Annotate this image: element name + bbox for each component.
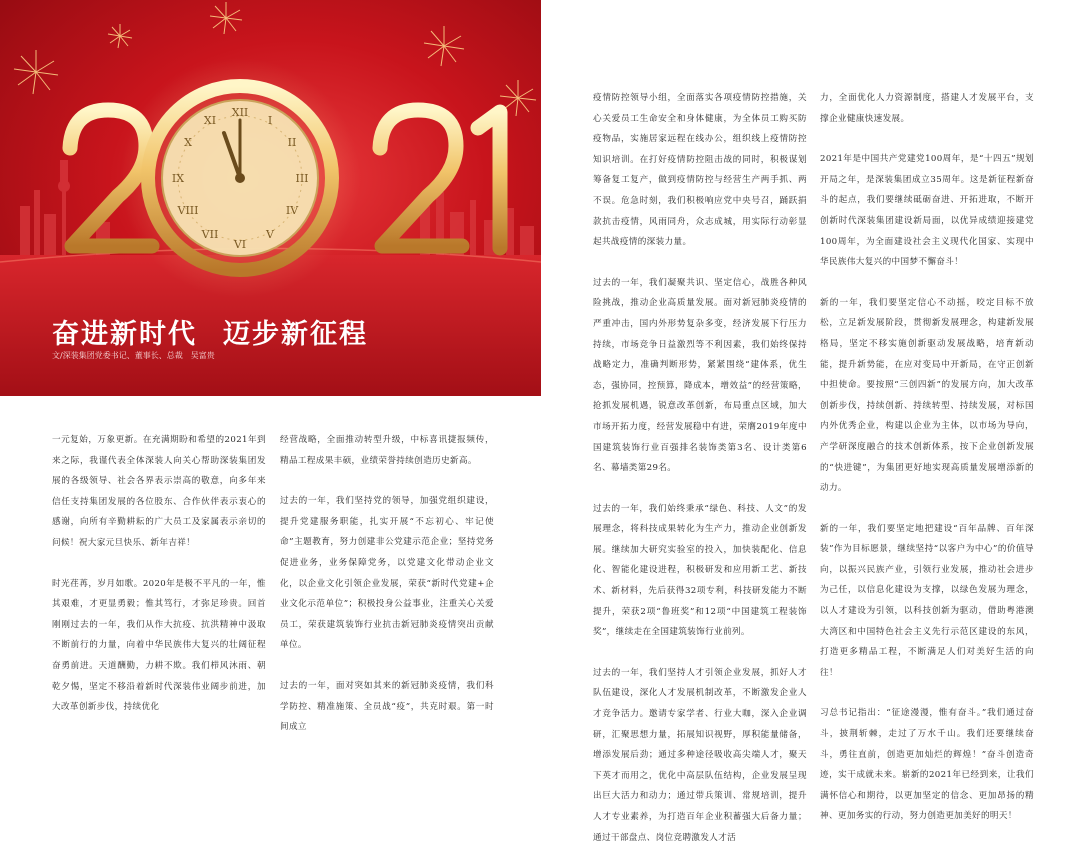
paragraph: 2021年是中国共产党建党100周年，是“十四五”规划开局之年，是深装集团成立35周年。这是新征程新奋斗的起点，我们要继续砥砺奋进、开拓进取，不断开创新时代深装集团建设新局面，以优异成绩迎接建党100周年，为全面建设社会主义现代化国家、实现中华民族伟大复兴的中国梦不懈奋斗！ bbox=[820, 154, 1034, 268]
paragraph: 习总书记指出：“征途漫漫，惟有奋斗。”我们通过奋斗，披荆斩棘，走过了万水千山。我们还要继续奋斗，勇往直前，创造更加灿烂的辉煌！”奋斗创造奇迹，实干成就未来。崭新的2021年已经到来，让我们满怀信心和期待，以更加坚定的信念、更加昂扬的精神、更加务实的行动，努力创造更加美好的明天！ bbox=[820, 708, 1034, 822]
paragraph: 力，全面优化人力资源制度，搭建人才发展平台，支撑企业健康快速发展。 bbox=[820, 93, 1034, 124]
svg-text:IV: IV bbox=[285, 204, 299, 217]
paragraph: 过去的一年，面对突如其来的新冠肺炎疫情，我们科学防控、精准施策、全员战“疫”，共克时艰。第一时间成立 bbox=[280, 680, 494, 733]
paragraph: 过去的一年，我们坚持党的领导，加强党组织建设，提升党建服务职能，扎实开展“不忘初心、牢记使命”主题教育，努力创建非公党建示范企业；坚持党务促进业务，业务保障党务，以党建文化带动企业文化，以企业文化引领企业发展，荣获“新时代党建+企业文化示范单位”；积极投身公益事业，注重关心关爱员工，荣获建筑装饰行业抗击新冠肺炎疫情突出贡献单位。 bbox=[280, 496, 494, 651]
svg-text:V: V bbox=[266, 228, 274, 241]
svg-text:VI: VI bbox=[233, 238, 247, 251]
text-column-4 bbox=[820, 88, 1034, 847]
paragraph: 时光荏苒，岁月如歌。2020年是极不平凡的一年，惟其艰难，才更显勇毅；惟其笃行，才弥足珍贵。回首刚刚过去的一年，我们从作大抗疫、抗洪精神中汲取不断前行的力量，向着中华民族伟大复兴的壮阔征程奋勇前进。天道酬勤，力耕不欺。我们栉风沐雨、朝乾夕惕，坚定不移沿着新时代深装伟业阔步前进，加大改革创新步伐，持续优化 bbox=[52, 578, 266, 713]
svg-text:I: I bbox=[267, 114, 273, 127]
paragraph: 新的一年，我们要坚定地把建设“百年品牌、百年深装”作为目标愿景，继续坚持“以客户为中心”的价值导向，以振兴民族产业，引领行业发展，推动社会进步为己任，以信息化建设为支撑，以绿色发展为理念，以人才建设为引领，以科技创新为驱动，借助粤港澳大湾区和中国特色社会主义先行示范区建设的东风，打造更多精品工程，不断满足人们对美好生活的向往！ bbox=[820, 523, 1034, 678]
hero-banner bbox=[0, 0, 541, 396]
svg-text:XI: XI bbox=[203, 114, 217, 127]
svg-text:IX: IX bbox=[171, 172, 185, 185]
paragraph: 经营战略，全面推动转型升级，中标喜讯捷报频传，精品工程成果丰硕，业绩荣誉持续创造历史新高。 bbox=[280, 435, 494, 466]
article-byline: 文/深装集团党委书记、董事长、总裁 吴富贵 bbox=[52, 351, 215, 360]
svg-text:VIII: VIII bbox=[177, 204, 199, 217]
paragraph: 过去的一年，我们始终秉承“绿色、科技、人文”的发展理念，将科技成果转化为生产力，推动企业创新发展。继续加大研究实验室的投入，加快装配化、信息化、智能化建设进程，积极研发和应用新工艺、新技术、新材料，先后获得32项专利，科技研发能力不断提升，荣获2项“鲁班奖”和12项“中国建筑工程装饰奖”，继续走在全国建筑装饰行业前列。 bbox=[593, 503, 807, 638]
svg-text:II: II bbox=[287, 136, 297, 149]
paragraph: 过去的一年，我们坚持人才引领企业发展，抓好人才队伍建设，深化人才发展机制改革，不断激发企业人才竞争活力。邀请专家学者、行业大咖，深入企业调研，汇聚思想力量，拓展知识视野，厚积能量储备，增添发展后劲；通过多种途径吸收高尖端人才，聚天下英才而用之，优化中高层队伍结构，企业发展呈现出巨大活力和动力；通过带兵策训、常规培训，提升人才专业素养，为打造百年企业积蓄强大后备力量；通过干部盘点、岗位竞聘激发人才活 bbox=[593, 667, 807, 843]
text-column-2 bbox=[280, 430, 494, 758]
article-title: 奋进新时代 迈步新征程 bbox=[52, 319, 368, 350]
paragraph: 疫情防控领导小组，全面落实各项疫情防控措施，关心关爱员工生命安全和身体健康，为全体员工购买防疫物品，实施居家远程在线办公，组织线上疫情防控知识培训。在打好疫情防控阻击战的同时，积极谋划筹备复工复产，做到疫情防控与经营生产两手抓、两不误。危急时刻，我们积极响应党中央号召，踊跃捐款抗击疫情，风雨同舟，众志成城，用实际行动彰显起共战疫情的深装力量。 bbox=[593, 93, 807, 248]
text-column-1 bbox=[52, 430, 266, 738]
svg-text:XII: XII bbox=[231, 106, 249, 119]
paragraph: 过去的一年，我们凝聚共识、坚定信心，战胜各种风险挑战，推动企业高质量发展。面对新冠肺炎疫情的严重冲击，国内外形势复杂多变，经济发展下行压力持续，市场竞争日益激烈等不利因素，我们始终保持战略定力，准确判断形势，紧紧围绕“建体系，优生态，强协同，控预算，降成本，增效益”的经营策略，抢抓发展机遇，锐意改革创新，布局重点区域，加大市场开拓力度，经营发展稳中有进，荣膺2019年度中国建筑装饰行业百强排名装饰类第3名、设计类第6名、幕墙类第29名。 bbox=[593, 277, 807, 474]
svg-text:III: III bbox=[295, 172, 309, 185]
paragraph: 新的一年，我们要坚定信心不动摇，咬定目标不放松，立足新发展阶段，贯彻新发展理念，构建新发展格局，坚定不移实施创新驱动发展战略，培育新动能，提升新势能，在应对变局中开新局，在守正创新中担使命。要按照“三创四新”的发展方向，加大改革创新步伐，持续创新、持续转型、持续发展，对标国内外优秀企业，构建以企业为主体，以市场为导向，产学研深度融合的技术创新体系，按下企业创新发展的“快进键”，为集团更好地实现高质量发展增添新的动力。 bbox=[820, 297, 1034, 494]
text-column-3 bbox=[593, 88, 807, 868]
svg-text:VII: VII bbox=[201, 228, 219, 241]
clock-icon bbox=[148, 86, 332, 270]
paragraph: 一元复始，万象更新。在充满期盼和希望的2021年到来之际，我谨代表全体深装人向关心帮助深装集团发展的各级领导、社会各界表示崇高的敬意，向多年来信任支持集团发展的各位股东、合作伙伴表示衷心的感谢，向所有辛勤耕耘的广大员工及家属表示亲切的问候！祝大家元旦快乐、新年吉祥！ bbox=[52, 435, 266, 548]
svg-text:X: X bbox=[184, 136, 192, 149]
